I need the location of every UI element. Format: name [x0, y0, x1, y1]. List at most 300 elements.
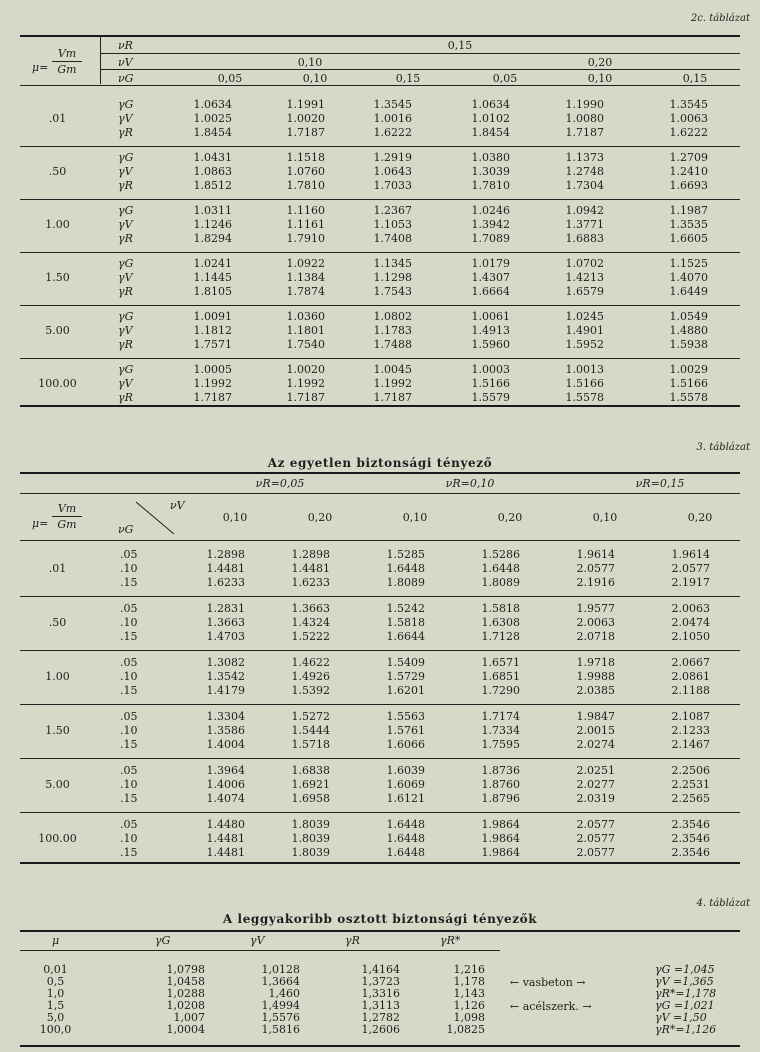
- gamma-label: γG: [118, 257, 134, 270]
- table-cell: 1,3664: [261, 975, 300, 988]
- group-divider: [20, 704, 740, 705]
- table-cell: 2.1233: [671, 724, 710, 737]
- table-cell: 1.7187: [373, 391, 412, 404]
- summary-value: γV =1,50: [655, 1011, 707, 1024]
- table-cell: 1.4070: [669, 271, 708, 284]
- table-cell: 1.9614: [671, 548, 710, 561]
- table-3-title: Az egyetlen biztonsági tényező: [267, 456, 493, 470]
- table-cell: 1,0798: [166, 963, 205, 976]
- group-divider: [20, 252, 740, 253]
- table-cell: 1.1991: [286, 98, 325, 111]
- table-cell: 1.5272: [291, 710, 330, 723]
- table-cell: 1.6958: [291, 792, 330, 805]
- table-cell: 2.3546: [671, 846, 710, 859]
- table-cell: 1.8454: [471, 126, 510, 139]
- group-divider: [20, 596, 740, 597]
- table-cell: 1.5166: [669, 377, 708, 390]
- table-cell: 1.0246: [471, 204, 510, 217]
- table-cell: 2.1087: [671, 710, 710, 723]
- table-cell: 1.6571: [481, 656, 520, 669]
- table-cell: 1,0128: [261, 963, 300, 976]
- table-cell: 1.4622: [291, 656, 330, 669]
- table-cell: 1.3542: [206, 670, 245, 683]
- table-cell: 1.1298: [373, 271, 412, 284]
- t3-vr-header-3: νR=0,15: [635, 477, 685, 490]
- table-cell: 1.7571: [193, 338, 232, 351]
- mu-value: 1.00: [45, 670, 70, 683]
- table-cell: 2.2565: [671, 792, 710, 805]
- vg-value: .05: [120, 602, 138, 615]
- table-cell: 1.0025: [193, 112, 232, 125]
- table-cell: 100,0: [39, 1023, 72, 1036]
- table-cell: 2.0385: [576, 684, 615, 697]
- table-cell: 1.1161: [286, 218, 325, 231]
- table-cell: 1.5563: [386, 710, 425, 723]
- table-cell: 1.8796: [481, 792, 520, 805]
- table-cell: 1,5816: [261, 1023, 300, 1036]
- table-cell: 1,4994: [261, 999, 300, 1012]
- table-cell: 2.0319: [576, 792, 615, 805]
- gamma-label: γV: [118, 271, 133, 284]
- vasbeton-label: ← vasbeton →: [510, 976, 586, 989]
- table-cell: 1.6121: [386, 792, 425, 805]
- vv-column-header: 0,10: [402, 511, 428, 524]
- table-cell: 1.6693: [669, 179, 708, 192]
- table-cell: 1.8454: [193, 126, 232, 139]
- table-cell: 1.7810: [471, 179, 510, 192]
- vg-value: .15: [120, 738, 138, 751]
- vv-column-header: 0,20: [497, 511, 523, 524]
- table-cell: 2.0577: [576, 562, 615, 575]
- table-cell: 1.6039: [386, 764, 425, 777]
- vg-header-2: 0,10: [302, 72, 328, 85]
- table-2c-bottom-rule: [20, 405, 740, 407]
- table-cell: 1.4481: [291, 562, 330, 575]
- table-cell: 1.5392: [291, 684, 330, 697]
- group-divider: [20, 146, 740, 147]
- table-cell: 1.1990: [565, 98, 604, 111]
- mu-value: 100.00: [38, 832, 77, 845]
- table-cell: 1.5960: [471, 338, 510, 351]
- group-divider: [20, 305, 740, 306]
- table-cell: 1.6851: [481, 670, 520, 683]
- table-cell: 1.3082: [206, 656, 245, 669]
- table-cell: 1.2898: [291, 548, 330, 561]
- column-header: γR*: [440, 934, 461, 947]
- table-cell: 1.2919: [373, 151, 412, 164]
- summary-value: γV =1,365: [655, 975, 714, 988]
- table-3-bottom-rule: [20, 862, 740, 864]
- t3-mu-label: μ=: [32, 517, 49, 530]
- table-cell: 1.9718: [576, 656, 615, 669]
- table-cell: 1.5578: [565, 391, 604, 404]
- table-cell: 1.0061: [471, 310, 510, 323]
- table-cell: 2.0251: [576, 764, 615, 777]
- table-cell: 1.2898: [206, 548, 245, 561]
- table-cell: 1.6448: [386, 832, 425, 845]
- gamma-label: γG: [118, 204, 134, 217]
- table-cell: 1.6448: [386, 846, 425, 859]
- table-cell: 2.1917: [671, 576, 710, 589]
- table-cell: 1,0004: [166, 1023, 205, 1036]
- gamma-label: γV: [118, 218, 133, 231]
- table-cell: 1,143: [453, 987, 485, 1000]
- table-cell: 1.8089: [481, 576, 520, 589]
- table-cell: 1.0549: [669, 310, 708, 323]
- table-cell: 1.3586: [206, 724, 245, 737]
- table-cell: 1.1801: [286, 324, 325, 337]
- gamma-label: γR: [118, 391, 133, 404]
- vv-column-header: 0,20: [307, 511, 333, 524]
- table-cell: 1,0288: [166, 987, 205, 1000]
- gamma-label: γR: [118, 179, 133, 192]
- table-cell: 2.1467: [671, 738, 710, 751]
- table-cell: 1.4481: [206, 832, 245, 845]
- vg-value: .05: [120, 656, 138, 669]
- table-cell: 2.3546: [671, 818, 710, 831]
- mu-label: μ=: [32, 61, 49, 74]
- vv-column-header: 0,10: [592, 511, 618, 524]
- group-divider: [20, 199, 740, 200]
- table-cell: 1,0: [46, 987, 65, 1000]
- table-cell: 1.7187: [286, 126, 325, 139]
- table-cell: 2.2531: [671, 778, 710, 791]
- table-cell: 1.6921: [291, 778, 330, 791]
- vv-header-value-2: 0,20: [587, 56, 613, 69]
- mu-value: .01: [48, 562, 67, 575]
- gamma-label: γV: [118, 324, 133, 337]
- table-cell: 1.0063: [669, 112, 708, 125]
- gamma-label: γV: [118, 377, 133, 390]
- group-divider: [20, 650, 740, 651]
- table-cell: 1.6883: [565, 232, 604, 245]
- gamma-label: γG: [118, 363, 134, 376]
- summary-value: γG =1,021: [655, 999, 715, 1012]
- table-cell: 1.4307: [471, 271, 510, 284]
- table-cell: 1.4880: [669, 324, 708, 337]
- gamma-label: γV: [118, 112, 133, 125]
- table-cell: 1.5242: [386, 602, 425, 615]
- table-cell: 1.5938: [669, 338, 708, 351]
- vg-value: .05: [120, 548, 138, 561]
- vg-value: .05: [120, 764, 138, 777]
- table-cell: 1.9988: [576, 670, 615, 683]
- table-cell: 1,3316: [361, 987, 400, 1000]
- table-cell: 1.6448: [481, 562, 520, 575]
- table-cell: 1.3942: [471, 218, 510, 231]
- table-cell: 1.0020: [286, 112, 325, 125]
- table-cell: 1.8512: [193, 179, 232, 192]
- table-cell: 2.0063: [576, 616, 615, 629]
- vg-value: .15: [120, 630, 138, 643]
- gamma-label: γR: [118, 338, 133, 351]
- table-cell: 1.0016: [373, 112, 412, 125]
- table-cell: 1.6066: [386, 738, 425, 751]
- table-cell: 1.4006: [206, 778, 245, 791]
- table-cell: 1.6838: [291, 764, 330, 777]
- table-cell: 1,5: [46, 999, 65, 1012]
- table-cell: 1.0634: [471, 98, 510, 111]
- table-cell: 1.0863: [193, 165, 232, 178]
- mu-value: 5.00: [45, 324, 70, 337]
- table-cell: 1.7187: [565, 126, 604, 139]
- table-cell: 1.0013: [565, 363, 604, 376]
- table-cell: 1,0825: [446, 1023, 485, 1036]
- table-cell: 1.5444: [291, 724, 330, 737]
- table-cell: 2.0015: [576, 724, 615, 737]
- vg-value: .15: [120, 576, 138, 589]
- table-cell: 1.7334: [481, 724, 520, 737]
- table-cell: 1.6448: [386, 562, 425, 575]
- table-cell: 1.0245: [565, 310, 604, 323]
- table-cell: 2.0277: [576, 778, 615, 791]
- table-cell: 1.7910: [286, 232, 325, 245]
- table-cell: 1.5578: [669, 391, 708, 404]
- table-cell: 1.8039: [291, 832, 330, 845]
- table-cell: 1.6449: [669, 285, 708, 298]
- mu-value: .01: [48, 112, 67, 125]
- vv-header-value-1: 0,10: [297, 56, 323, 69]
- column-header: μ: [52, 934, 60, 947]
- vv-header-label: νV: [118, 56, 133, 69]
- table-cell: 1.5222: [291, 630, 330, 643]
- table-cell: 1.0091: [193, 310, 232, 323]
- table-cell: 1.5285: [386, 548, 425, 561]
- table-cell: 1.1345: [373, 257, 412, 270]
- group-divider: [20, 758, 740, 759]
- t3-vm-gm-fraction: Vm Gm: [52, 502, 82, 531]
- table-cell: 5,0: [46, 1011, 65, 1024]
- table-cell: 1.6233: [291, 576, 330, 589]
- table-cell: 1.5729: [386, 670, 425, 683]
- table-cell: 1.5818: [386, 616, 425, 629]
- table-cell: 1.0760: [286, 165, 325, 178]
- table-cell: 1.7128: [481, 630, 520, 643]
- mu-value: 1.50: [45, 271, 70, 284]
- table-cell: 1.1783: [373, 324, 412, 337]
- vg-header-6: 0,15: [682, 72, 708, 85]
- gamma-label: γG: [118, 98, 134, 111]
- vv-column-header: 0,10: [222, 511, 248, 524]
- table-cell: 0,01: [43, 963, 68, 976]
- vg-header-label: νG: [118, 72, 134, 85]
- table-cell: 1.7595: [481, 738, 520, 751]
- table-cell: 1.2367: [373, 204, 412, 217]
- table-cell: 1.3545: [669, 98, 708, 111]
- vg-header-5: 0,10: [587, 72, 613, 85]
- table-cell: 1.1518: [286, 151, 325, 164]
- table-cell: 1.0241: [193, 257, 232, 270]
- table-cell: 1.6201: [386, 684, 425, 697]
- table-cell: 2.1188: [671, 684, 710, 697]
- table-cell: 1.7874: [286, 285, 325, 298]
- column-header: γG: [155, 934, 171, 947]
- table-cell: 1,007: [173, 1011, 205, 1024]
- t3-vg-label: νG: [118, 523, 134, 536]
- vr-header-label: νR: [118, 39, 133, 52]
- vg-value: .10: [120, 562, 138, 575]
- table-cell: 1.0360: [286, 310, 325, 323]
- table-cell: 1.4481: [206, 562, 245, 575]
- vg-value: .10: [120, 616, 138, 629]
- table-3-caption: 3. táblázat: [696, 442, 750, 453]
- table-cell: 1.2410: [669, 165, 708, 178]
- table-cell: 1.0102: [471, 112, 510, 125]
- table-cell: 1.9847: [576, 710, 615, 723]
- table-cell: 1.6222: [373, 126, 412, 139]
- table-cell: 1.7290: [481, 684, 520, 697]
- table-cell: 1.1445: [193, 271, 232, 284]
- table-4-title: A leggyakoribb osztott biztonsági tényezők: [222, 912, 538, 926]
- vg-value: .10: [120, 670, 138, 683]
- table-cell: 1.6222: [669, 126, 708, 139]
- table-cell: 2.2506: [671, 764, 710, 777]
- vg-value: .10: [120, 778, 138, 791]
- table-cell: 1.3771: [565, 218, 604, 231]
- vg-header-3: 0,15: [395, 72, 421, 85]
- table-cell: 2.0577: [576, 846, 615, 859]
- table-cell: 1.1525: [669, 257, 708, 270]
- table-cell: 1.9864: [481, 846, 520, 859]
- table-cell: 1.7033: [373, 179, 412, 192]
- table-cell: 1,4164: [361, 963, 400, 976]
- vg-value: .15: [120, 792, 138, 805]
- table-cell: 1.1812: [193, 324, 232, 337]
- table-cell: 1.4926: [291, 670, 330, 683]
- table-cell: 2.0667: [671, 656, 710, 669]
- vg-value: .05: [120, 710, 138, 723]
- vg-value: .15: [120, 684, 138, 697]
- table-cell: 2.0577: [576, 818, 615, 831]
- vg-header-4: 0,05: [492, 72, 518, 85]
- table-cell: 1.0029: [669, 363, 708, 376]
- table-cell: 1.0005: [193, 363, 232, 376]
- table-cell: 1.8039: [291, 846, 330, 859]
- mu-value: .50: [48, 616, 67, 629]
- table-4-caption: 4. táblázat: [696, 898, 750, 909]
- table-cell: 2.0718: [576, 630, 615, 643]
- table-cell: 1.4480: [206, 818, 245, 831]
- vg-value: .10: [120, 832, 138, 845]
- table-cell: 1.3039: [471, 165, 510, 178]
- table-cell: 1.3545: [373, 98, 412, 111]
- table-cell: 1.5579: [471, 391, 510, 404]
- table-cell: 1.6308: [481, 616, 520, 629]
- column-header: γV: [250, 934, 265, 947]
- table-cell: 1.7810: [286, 179, 325, 192]
- table-cell: 1.5409: [386, 656, 425, 669]
- table-cell: 1,178: [453, 975, 485, 988]
- gamma-label: γV: [118, 165, 133, 178]
- table-cell: 1.6579: [565, 285, 604, 298]
- table-cell: 1.8039: [291, 818, 330, 831]
- table-cell: 1.0080: [565, 112, 604, 125]
- table-cell: 1.8294: [193, 232, 232, 245]
- table-cell: 1,126: [453, 999, 485, 1012]
- table-cell: 1.1373: [565, 151, 604, 164]
- mu-value: 1.00: [45, 218, 70, 231]
- table-cell: 2.1050: [671, 630, 710, 643]
- table-cell: 2.3546: [671, 832, 710, 845]
- table-cell: 2.0861: [671, 670, 710, 683]
- table-cell: 1,3113: [361, 999, 400, 1012]
- table-cell: 1.0431: [193, 151, 232, 164]
- table-cell: 1.9577: [576, 602, 615, 615]
- t3-vr-header-1: νR=0,05: [255, 477, 305, 490]
- vg-header-1: 0,05: [217, 72, 243, 85]
- table-cell: 1.2831: [206, 602, 245, 615]
- table-cell: 1.4481: [206, 846, 245, 859]
- table-cell: 1,2606: [361, 1023, 400, 1036]
- table-cell: 1.9864: [481, 818, 520, 831]
- table-cell: 1.8089: [386, 576, 425, 589]
- table-2c-top-rule: [20, 35, 740, 37]
- table-cell: 1.0643: [373, 165, 412, 178]
- table-cell: 1.3304: [206, 710, 245, 723]
- table-cell: 1,216: [453, 963, 485, 976]
- gamma-label: γR: [118, 285, 133, 298]
- table-cell: 1.4324: [291, 616, 330, 629]
- table-cell: 1.8105: [193, 285, 232, 298]
- table-cell: 1.5818: [481, 602, 520, 615]
- table-cell: 1.7540: [286, 338, 325, 351]
- table-cell: 1.4004: [206, 738, 245, 751]
- table-cell: 2.0577: [576, 832, 615, 845]
- table-cell: 1.3964: [206, 764, 245, 777]
- table-cell: 1.4703: [206, 630, 245, 643]
- table-cell: 1.8760: [481, 778, 520, 791]
- mu-value: 5.00: [45, 778, 70, 791]
- gamma-label: γR: [118, 126, 133, 139]
- table-cell: 1.0942: [565, 204, 604, 217]
- table-cell: 2.0274: [576, 738, 615, 751]
- table-cell: 2.0063: [671, 602, 710, 615]
- table-cell: 1.0702: [565, 257, 604, 270]
- vg-value: .15: [120, 846, 138, 859]
- table-cell: 1.1160: [286, 204, 325, 217]
- table-cell: 2.0474: [671, 616, 710, 629]
- table-cell: 1.7174: [481, 710, 520, 723]
- vr-header-value: 0,15: [447, 39, 473, 52]
- table-cell: 1.6233: [206, 576, 245, 589]
- table-cell: 1.7187: [193, 391, 232, 404]
- table-cell: 1.3535: [669, 218, 708, 231]
- table-cell: 1.9864: [481, 832, 520, 845]
- table-4-bottom-rule: [20, 1045, 740, 1047]
- table-cell: 1.2748: [565, 165, 604, 178]
- gamma-label: γG: [118, 151, 134, 164]
- mu-value: 1.50: [45, 724, 70, 737]
- table-cell: 1.4913: [471, 324, 510, 337]
- table-cell: 1.1053: [373, 218, 412, 231]
- table-cell: 1,098: [453, 1011, 485, 1024]
- table-cell: 0,5: [46, 975, 65, 988]
- table-cell: 1,0458: [166, 975, 205, 988]
- table-cell: 1.1246: [193, 218, 232, 231]
- mu-value: 100.00: [38, 377, 77, 390]
- table-cell: 1,3723: [361, 975, 400, 988]
- group-divider: [20, 358, 740, 359]
- table-cell: 1.6448: [386, 818, 425, 831]
- table-cell: 1.8736: [481, 764, 520, 777]
- table-cell: 1.6069: [386, 778, 425, 791]
- table-cell: 1.7304: [565, 179, 604, 192]
- table-cell: 1.7187: [286, 391, 325, 404]
- vv-column-header: 0,20: [687, 511, 713, 524]
- table-cell: 1.0179: [471, 257, 510, 270]
- table-cell: 1.0922: [286, 257, 325, 270]
- table-cell: 1.5718: [291, 738, 330, 751]
